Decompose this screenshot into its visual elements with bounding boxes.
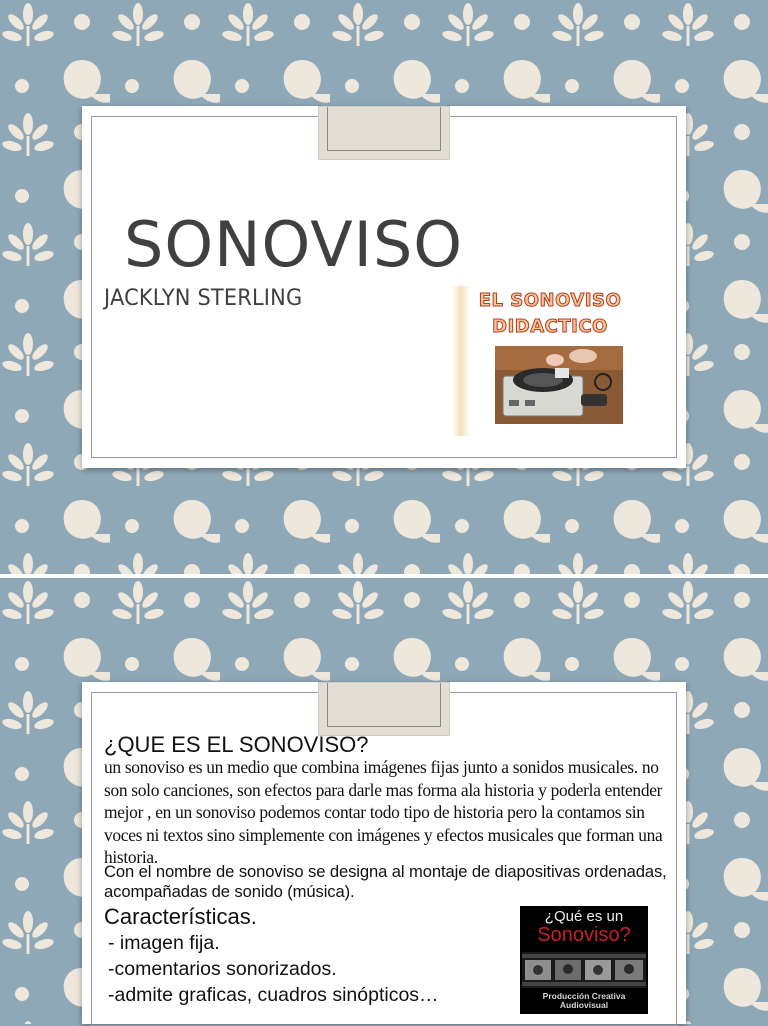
thumbnail-title-line-2: DIDACTICO [492,316,608,337]
thumbnail-title-line-1: EL SONOVISO [478,290,622,311]
characteristics-title: Características. [104,904,257,929]
thumbnail-caption-line-1: Producción Creativa [542,991,626,1001]
slide-2-heading: ¿QUE ES EL SONOVISO? [104,732,369,757]
characteristics-item: -comentarios sonorizados. [108,958,337,980]
characteristics-item: -admite graficas, cuadros sinópticos… [108,984,439,1006]
slide-1-subtitle: JACKLYN STERLING [104,286,303,311]
thumbnail-caption [520,992,648,1010]
film-strip-icon [522,952,646,988]
slide-1-title: SONOVISO [124,208,464,281]
slide-2-tab-decoration [318,682,450,736]
thumbnail-line-1: ¿Qué es un [544,908,624,925]
slide-2-definition: Con el nombre de sonoviso se designa al montaje de diapositivas ordenadas, acompañadas de sonido (música). [104,862,667,901]
que-es-un-sonoviso-image [520,906,648,1014]
thumbnail-line-2: Sonoviso? [537,924,631,946]
slide-1-tab-decoration [318,106,450,160]
sonoviso-didactico-image [452,286,632,436]
slide-projector-photo [495,346,623,424]
thumbnail-caption-line-2: Audiovisual [559,1000,609,1010]
characteristics-item: - imagen fija. [108,932,220,954]
slide-2-paragraph: un sonoviso es un medio que combina imágenes fijas junto a sonidos musicales. no son solo canciones, son efectos para darle mas forma ala historia y poderla entender mejor , en un sonoviso podemos contar todo tipo de historia pero la contamos sin voces ni textos sino simplemente con imágenes y efectos musicales que forman una historia. [104,757,663,867]
